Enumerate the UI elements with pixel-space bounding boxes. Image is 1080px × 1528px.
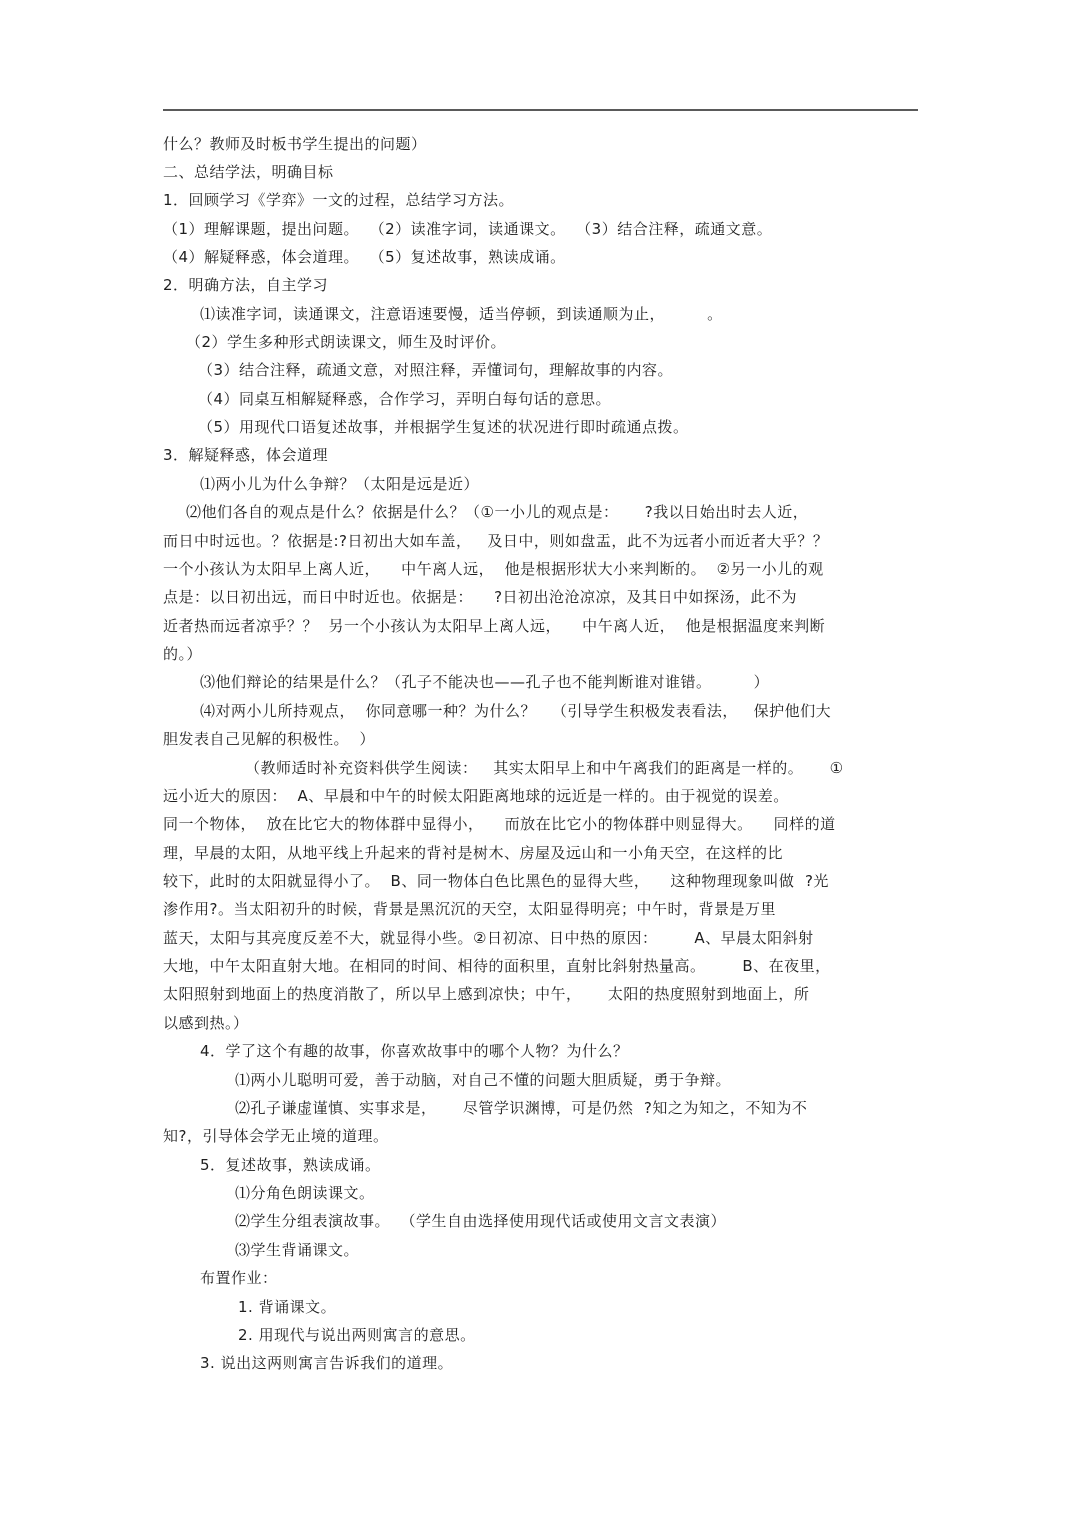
text-line: 远小近大的原因： A、早晨和中午的时候太阳距离地球的远近是一样的。由于视觉的误差。 <box>163 787 789 805</box>
numbered-item: 5．复述故事，熟读成诵。 <box>200 1156 381 1174</box>
text-line: 同一个物体， 放在比它大的物体群中显得小， 而放在比它小的物体群中则显得大。 同样的道 <box>163 815 836 833</box>
homework-item: 1. 背诵课文。 <box>238 1298 337 1316</box>
text-line: 以感到热。） <box>163 1014 249 1032</box>
text-line: ⑵孔子谦虚谨慎、实事求是， 尽管学识渊博，可是仍然 ?知之为知之，不知为不 <box>235 1099 808 1117</box>
homework-item: 3. 说出这两则寓言告诉我们的道理。 <box>200 1354 454 1372</box>
text-line: 胆发表自己见解的积极性。 ） <box>163 730 376 748</box>
text-line: （2）学生多种形式朗读课文，师生及时评价。 <box>186 333 507 351</box>
text-line: ⑵他们各自的观点是什么？依据是什么？（①一小儿的观点是： ?我以日始出时去人近， <box>186 503 809 521</box>
text-line: （教师适时补充资料供学生阅读： 其实太阳早上和中午离我们的距离是一样的。 ① <box>245 759 844 777</box>
numbered-item: 1．回顾学习《学弈》一文的过程，总结学习方法。 <box>163 191 515 209</box>
text-line: ⑶他们辩论的结果是什么？（孔子不能决也——孔子也不能判断谁对谁错。 ） <box>200 673 770 691</box>
text-line: 知?，引导体会学无止境的道理。 <box>163 1127 389 1145</box>
text-line: ⑶学生背诵课文。 <box>235 1241 360 1259</box>
text-line: 渗作用?。当太阳初升的时候，背景是黑沉沉的天空，太阳显得明亮；中午时，背景是万里 <box>163 900 776 918</box>
text-line: 一个小孩认为太阳早上离人近， 中午离人远， 他是根据形状大小来判断的。 ②另一小儿的观 <box>163 560 824 578</box>
text-line: ⑵学生分组表演故事。 （学生自由选择使用现代话或使用文言文表演） <box>235 1212 727 1230</box>
section-heading: 二、总结学法，明确目标 <box>163 163 334 181</box>
text-line: （1）理解课题，提出问题。 （2）读准字词，读通课文。 （3）结合注释，疏通文意。 <box>163 220 773 238</box>
homework-heading: 布置作业： <box>200 1269 278 1287</box>
text-line: 较下，此时的太阳就显得小了。 B、同一物体白色比黑色的显得大些， 这种物理现象叫做 ?光 <box>163 872 829 890</box>
text-line: ⑷对两小儿所持观点， 你同意哪一种？为什么？ （引导学生积极发表看法， 保护他们大 <box>200 702 832 720</box>
text-line: 大地，中午太阳直射大地。在相同的时间、相待的面积里，直射比斜射热量高。 B、在夜里， <box>163 957 831 975</box>
text-line: 的。） <box>163 645 203 663</box>
text-line: ⑴分角色朗读课文。 <box>235 1184 375 1202</box>
text-line: 蓝天，太阳与其亮度反差不大，就显得小些。②日初凉、日中热的原因： A、早晨太阳斜射 <box>163 929 814 947</box>
header-rule <box>163 109 918 111</box>
homework-item: 2. 用现代与说出两则寓言的意思。 <box>238 1326 476 1344</box>
text-line: （3）结合注释，疏通文意，对照注释，弄懂词句，理解故事的内容。 <box>198 361 674 379</box>
text-line: 太阳照射到地面上的热度消散了，所以早上感到凉快；中午， 太阳的热度照射到地面上，所 <box>163 985 810 1003</box>
text-line: 点是：以日初出远，而日中时近也。依据是： ?日初出沧沧凉凉，及其日中如探汤，此不为 <box>163 588 798 606</box>
text-line: ⑴读准字词，读通课文，注意语速要慢，适当停顿，到读通顺为止， 。 <box>200 305 723 323</box>
text-line: （4）解疑释惑，体会道理。 （5）复述故事，熟读成诵。 <box>163 248 566 266</box>
text-line: 什么？教师及时板书学生提出的问题） <box>163 135 427 153</box>
text-line: 理，早晨的太阳，从地平线上升起来的背衬是树木、房屋及远山和一小角天空，在这样的比 <box>163 844 784 862</box>
text-line: 近者热而远者凉乎？？ 另一个小孩认为太阳早上离人远， 中午离人近， 他是根据温度来判断 <box>163 617 826 635</box>
text-line: （5）用现代口语复述故事，并根据学生复述的状况进行即时疏通点拨。 <box>198 418 689 436</box>
numbered-item: 2．明确方法，自主学习 <box>163 276 329 294</box>
text-line: 而日中时远也。？依据是:?日初出大如车盖， 及日中，则如盘盂，此不为远者小而近者大乎？？ <box>163 532 829 550</box>
text-line: ⑴两小儿为什么争辩？（太阳是远是近） <box>200 475 480 493</box>
numbered-item: 4．学了这个有趣的故事，你喜欢故事中的哪个人物？为什么？ <box>200 1042 629 1060</box>
text-line: （4）同桌互相解疑释惑，合作学习，弄明白每句话的意思。 <box>198 390 612 408</box>
text-line: ⑴两小儿聪明可爱，善于动脑，对自己不懂的问题大胆质疑，勇于争辩。 <box>235 1071 732 1089</box>
numbered-item: 3．解疑释惑，体会道理 <box>163 446 329 464</box>
